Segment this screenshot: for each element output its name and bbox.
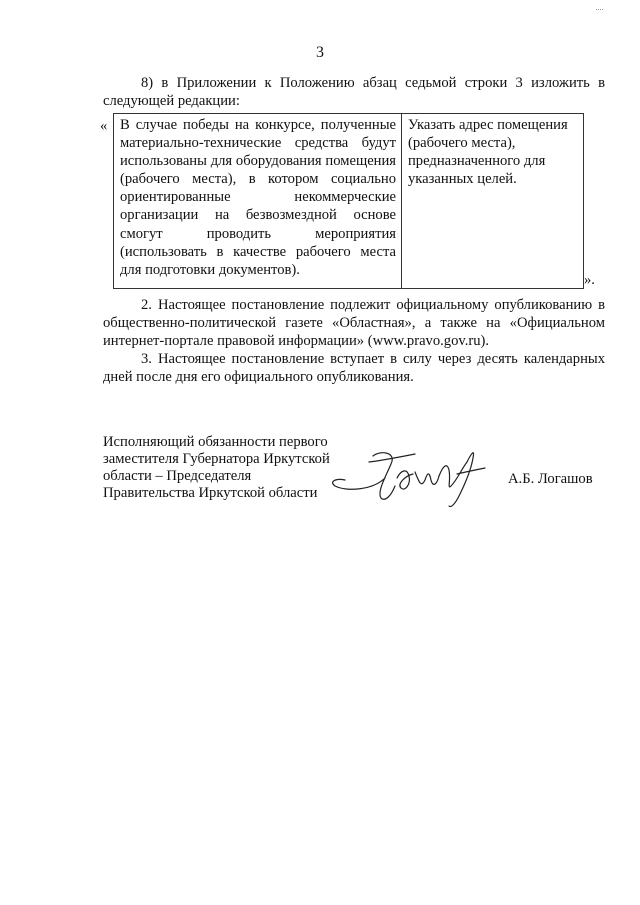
table-row	[114, 114, 584, 289]
page-number: 3	[316, 44, 324, 61]
signer-title-line: Правительства Иркутской области	[103, 485, 318, 501]
amendment-table	[113, 113, 584, 289]
signer-title	[103, 434, 343, 502]
item-3-paragraph: 3. Настоящее постановление вступает в силу через десять календарных дней после дня его официального опубликования.	[103, 351, 605, 385]
table-cell-description: В случае победы на конкурсе, полученные материально-технические средства будут использованы для оборудования помещения (рабочего места), в котором социально ориентированные некоммерческие организации на безвозмездной основе смогут проводить мероприятия (использовать в качестве рабочего места для подготовки документов).	[114, 114, 402, 289]
item-8-paragraph: 8) в Приложении к Положению абзац седьмой строки 3 изложить в следующей редакции:	[103, 75, 605, 109]
signer-title-line: области – Председателя	[103, 468, 252, 484]
scan-mark	[596, 8, 604, 11]
opening-quote: «	[100, 118, 108, 134]
signer-title-line: Исполняющий обязанности первого	[103, 434, 328, 450]
item-2-paragraph: 2. Настоящее постановление подлежит официальному опубликованию в общественно-политической газете «Областная», а также на «Официальном интернет-портале правовой информации» (www.pravo.gov.ru).	[103, 297, 605, 349]
signer-title-line: заместителя Губернатора Иркутской	[103, 451, 330, 467]
closing-quote: ».	[584, 272, 595, 288]
table-cell-instruction: Указать адрес помещения (рабочего места), предназначенного для указанных целей.	[402, 114, 584, 289]
signer-name: А.Б. Логашов	[508, 471, 593, 487]
handwritten-signature	[325, 440, 510, 515]
